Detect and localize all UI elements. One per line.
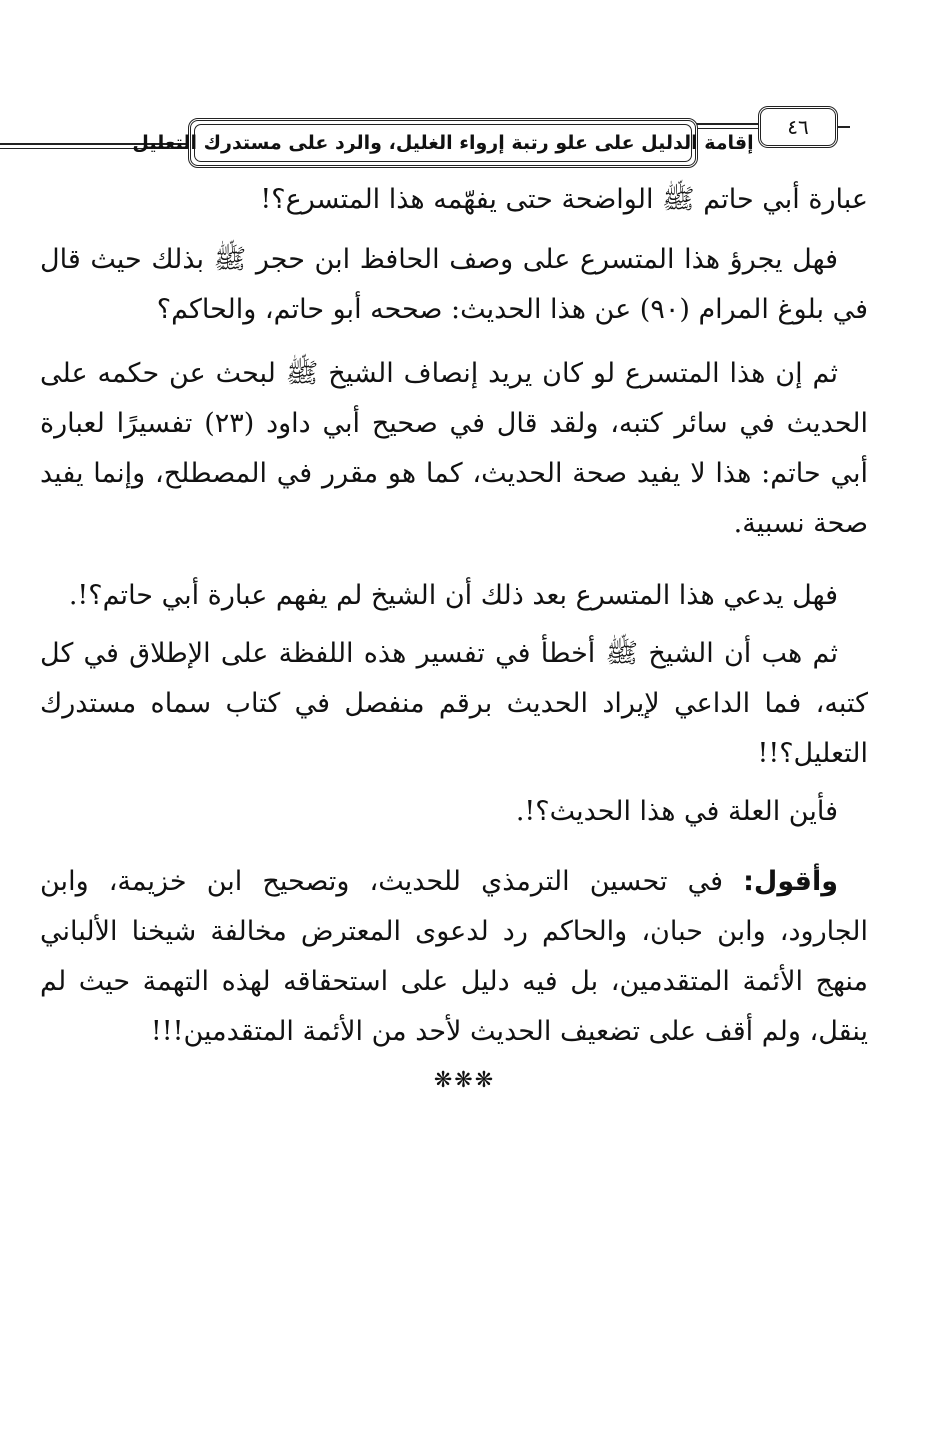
paragraph-7-text: في تحسين الترمذي للحديث، وتصحيح ابن خزيمة، وابن الجارود، وابن حبان، والحاكم رد لدعوى المعترض مخالفة شيخنا الألباني منهج الأئمة المتقدمين، بل فيه دليل على استحقاقه لهذه التهمة حيث لم ينقل، ولم أقف على تضعيف الحديث لأحد من الأئمة المتقدمين!!! <box>40 866 868 1047</box>
paragraph-3 <box>40 349 868 549</box>
section-separator: ❋❋❋ <box>433 1068 496 1093</box>
paragraph-5 <box>40 629 868 779</box>
paragraph-4 <box>40 571 868 621</box>
paragraph-4-text: فهل يدعي هذا المتسرع بعد ذلك أن الشيخ لم يفهم عبارة أبي حاتم؟!. <box>68 580 838 611</box>
paragraph-6 <box>40 787 868 837</box>
header-rule-right <box>836 126 850 128</box>
running-title-frame <box>132 118 754 168</box>
paragraph-3-text: ثم إن هذا المتسرع لو كان يريد إنصاف الشيخ ﷺ لبحث عن حكمه على الحديث في سائر كتبه، ولقد قال في صحيح أبي داود (٢٣) تفسيرًا لعبارة أبي حاتم: هذا لا يفيد صحة الحديث، كما هو مقرر في المصطلح، وإنما يفيد صحة نسبية. <box>40 358 868 539</box>
page-body <box>40 175 868 1057</box>
page-header <box>0 100 929 180</box>
paragraph-6-text: فأين العلة في هذا الحديث؟!. <box>515 796 838 827</box>
header-rule-middle-bottom <box>696 128 760 129</box>
paragraph-2-text: فهل يجرؤ هذا المتسرع على وصف الحافظ ابن حجر ﷺ بذلك حيث قال في بلوغ المرام (٩٠) عن هذا الحديث: صححه أبو حاتم، والحاكم؟ <box>40 244 868 325</box>
paragraph-7-lead: وأقول: <box>743 866 838 897</box>
page-number: ٤٦ <box>787 115 809 139</box>
paragraph-5-text: ثم هب أن الشيخ ﷺ أخطأ في تفسير هذه اللفظة على الإطلاق في كل كتبه، فما الداعي لإيراد الحديث برقم منفصل في كتاب سماه مستدرك التعليل؟!! <box>40 638 868 769</box>
paragraph-1-text: عبارة أبي حاتم ﷺ الواضحة حتى يفهّمه هذا المتسرع؟! <box>260 184 868 215</box>
header-rule-middle-top <box>696 123 760 125</box>
paragraph-7 <box>40 857 868 1057</box>
running-title: إقامة الدليل على علو رتبة إرواء الغليل، والرد على مستدرك التعليل <box>132 132 754 154</box>
page-number-frame <box>758 106 838 148</box>
paragraph-1 <box>40 175 868 225</box>
paragraph-2 <box>40 235 868 335</box>
